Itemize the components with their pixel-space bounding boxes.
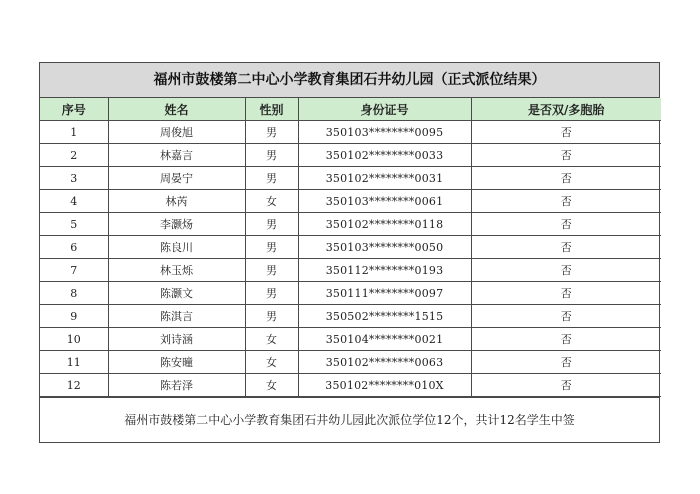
table-row	[40, 259, 661, 282]
cell-index: 4	[40, 190, 108, 213]
cell-gender: 女	[245, 190, 298, 213]
cell-gender: 男	[245, 121, 298, 144]
cell-id-number: 350104********0021	[298, 328, 471, 351]
cell-name: 林芮	[108, 190, 245, 213]
table-header-row	[40, 98, 661, 121]
cell-twin: 否	[471, 328, 661, 351]
cell-twin: 否	[471, 121, 661, 144]
table-row	[40, 328, 661, 351]
header-id-number: 身份证号	[298, 98, 471, 121]
cell-id-number: 350102********010X	[298, 374, 471, 397]
cell-name: 林嘉言	[108, 144, 245, 167]
cell-gender: 男	[245, 236, 298, 259]
table-row	[40, 144, 661, 167]
cell-twin: 否	[471, 282, 661, 305]
cell-gender: 女	[245, 328, 298, 351]
cell-index: 6	[40, 236, 108, 259]
header-twin: 是否双/多胞胎	[471, 98, 661, 121]
cell-index: 5	[40, 213, 108, 236]
header-index: 序号	[40, 98, 108, 121]
cell-name: 陈安曈	[108, 351, 245, 374]
cell-index: 9	[40, 305, 108, 328]
cell-gender: 男	[245, 213, 298, 236]
table-row	[40, 374, 661, 397]
header-gender: 性别	[245, 98, 298, 121]
cell-twin: 否	[471, 213, 661, 236]
cell-name: 陈若泽	[108, 374, 245, 397]
cell-twin: 否	[471, 190, 661, 213]
cell-gender: 男	[245, 282, 298, 305]
cell-index: 1	[40, 121, 108, 144]
cell-name: 李灏炀	[108, 213, 245, 236]
cell-twin: 否	[471, 305, 661, 328]
cell-twin: 否	[471, 374, 661, 397]
cell-index: 7	[40, 259, 108, 282]
cell-index: 10	[40, 328, 108, 351]
cell-index: 8	[40, 282, 108, 305]
cell-gender: 女	[245, 374, 298, 397]
cell-index: 2	[40, 144, 108, 167]
cell-name: 陈灏文	[108, 282, 245, 305]
table-row	[40, 167, 661, 190]
table-body	[40, 121, 661, 397]
table-row	[40, 190, 661, 213]
cell-id-number: 350112********0193	[298, 259, 471, 282]
cell-index: 3	[40, 167, 108, 190]
table-row	[40, 236, 661, 259]
cell-gender: 男	[245, 259, 298, 282]
table-row	[40, 305, 661, 328]
header-name: 姓名	[108, 98, 245, 121]
table-row	[40, 121, 661, 144]
table-row	[40, 282, 661, 305]
cell-gender: 男	[245, 167, 298, 190]
cell-id-number: 350111********0097	[298, 282, 471, 305]
page-title: 福州市鼓楼第二中心小学教育集团石井幼儿园（正式派位结果）	[40, 63, 659, 98]
cell-name: 陈淇言	[108, 305, 245, 328]
cell-name: 周俊旭	[108, 121, 245, 144]
cell-twin: 否	[471, 167, 661, 190]
cell-twin: 否	[471, 351, 661, 374]
cell-gender: 女	[245, 351, 298, 374]
allocation-sheet	[39, 62, 660, 443]
cell-id-number: 350502********1515	[298, 305, 471, 328]
cell-id-number: 350103********0061	[298, 190, 471, 213]
cell-index: 11	[40, 351, 108, 374]
cell-twin: 否	[471, 236, 661, 259]
results-table	[40, 98, 661, 397]
cell-id-number: 350102********0031	[298, 167, 471, 190]
summary-note: 福州市鼓楼第二中心小学教育集团石井幼儿园此次派位学位12个，共计12名学生中签	[40, 397, 659, 442]
cell-gender: 男	[245, 144, 298, 167]
table-row	[40, 351, 661, 374]
cell-id-number: 350102********0063	[298, 351, 471, 374]
cell-name: 周晏宁	[108, 167, 245, 190]
cell-index: 12	[40, 374, 108, 397]
cell-name: 陈良川	[108, 236, 245, 259]
cell-id-number: 350103********0095	[298, 121, 471, 144]
cell-id-number: 350103********0050	[298, 236, 471, 259]
cell-name: 林玉烁	[108, 259, 245, 282]
cell-gender: 男	[245, 305, 298, 328]
cell-twin: 否	[471, 144, 661, 167]
cell-id-number: 350102********0118	[298, 213, 471, 236]
table-row	[40, 213, 661, 236]
cell-name: 刘诗涵	[108, 328, 245, 351]
cell-twin: 否	[471, 259, 661, 282]
cell-id-number: 350102********0033	[298, 144, 471, 167]
